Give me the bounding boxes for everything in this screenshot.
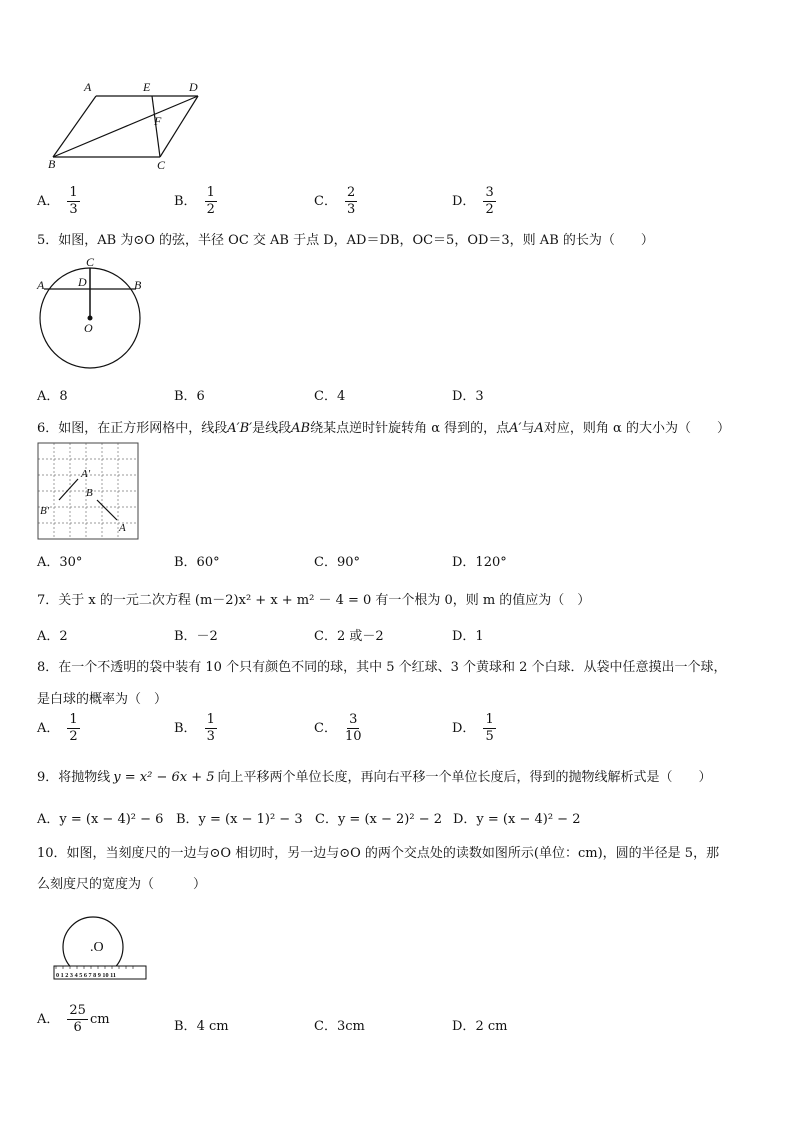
q6-option-a: A．30°	[37, 555, 83, 570]
label-A: A	[119, 522, 126, 534]
q6-text-part: 对应，则角 α 的大小为（ ）	[543, 421, 730, 436]
option-letter: A．	[37, 194, 60, 209]
numerator: 2	[346, 185, 356, 200]
fraction	[345, 186, 357, 217]
option-letter: B．	[174, 194, 197, 209]
option-letter: C．	[314, 194, 337, 209]
q6-option-d: D．120°	[452, 555, 507, 570]
numerator: 1	[206, 712, 215, 727]
numerator: 1	[69, 185, 78, 200]
q5-option-a: A．8	[37, 389, 68, 404]
label-B: B	[48, 157, 56, 171]
option-letter: A．	[37, 721, 60, 736]
q7-option-d: D．1	[452, 629, 484, 644]
label-B: B	[134, 278, 142, 292]
circle-ruler-figure	[50, 915, 150, 983]
denominator: 3	[346, 202, 356, 217]
q10-option-a	[37, 1004, 110, 1035]
denominator: 2	[69, 729, 78, 744]
q9-option-d: D．y = (x − 4)² − 2	[453, 812, 581, 827]
q6-math-segment: AB	[291, 421, 311, 436]
q5-text: 5．如图，AB 为⊙O 的弦，半径 OC 交 AB 于点 D，AD＝DB，OC＝5，OD＝3，则 AB 的长为（ ）	[37, 233, 654, 248]
denominator: 5	[485, 729, 494, 744]
q6-text-part: 是线段	[252, 421, 292, 436]
q5-option-c: C．4	[314, 389, 346, 404]
label-O: .O	[90, 940, 104, 955]
option-letter: D．	[452, 194, 476, 209]
denominator: 10	[344, 729, 362, 744]
q8-text-line1: 8．在一个不透明的袋中装有 10 个只有颜色不同的球，其中 5 个红球、3 个黄球和 2 个白球．从袋中任意摸出一个球，	[37, 660, 727, 675]
label-A: A	[37, 278, 45, 292]
q10-text-line2: 么刻度尺的宽度为（ ）	[37, 877, 207, 892]
option-letter: D．	[452, 1019, 476, 1034]
option-letter: C．	[314, 1019, 337, 1034]
label-A: A	[84, 80, 92, 94]
q6-math-segment: A′	[509, 421, 522, 436]
q6-option-b: B．60°	[174, 555, 220, 570]
numerator: 1	[485, 712, 494, 727]
q7-equation: (m－2)x² + x + m² － 4 = 0	[194, 593, 372, 608]
fraction	[483, 186, 495, 217]
fraction	[345, 713, 362, 744]
q6-text-part: 绕某点逆时针旋转角 α 得到的，点	[310, 421, 510, 436]
q7-text	[37, 589, 590, 608]
option-letter: C．	[314, 721, 337, 736]
ruler-readings: 0 1 2 3 4 5 6 7 8 9 10 11	[56, 972, 116, 979]
q5-option-b: B．6	[174, 389, 205, 404]
q8-option-a	[37, 713, 80, 744]
fraction	[205, 186, 217, 217]
option-letter: B．	[174, 721, 197, 736]
parallelogram-figure	[40, 78, 215, 173]
circle-chord-figure	[34, 252, 150, 372]
q4-option-a	[37, 186, 80, 217]
q9-text	[37, 766, 712, 785]
q8-option-c	[314, 713, 362, 744]
label-D: D	[189, 80, 198, 94]
q9-option-b: B．y = (x − 1)² − 3	[176, 812, 303, 827]
option-text: 2 cm	[475, 1019, 508, 1034]
q10-option-b	[174, 1015, 229, 1034]
q7-text-part: 7．关于 x 的一元二次方程	[37, 593, 191, 608]
label-O: O	[84, 321, 93, 335]
q6-math-segment: A′B′	[227, 421, 253, 436]
q9-option-a: A．y = (x − 4)² − 6	[37, 812, 164, 827]
option-text: 4 cm	[196, 1019, 229, 1034]
label-B: B	[86, 487, 93, 499]
q8-text-line2: 是白球的概率为（ ）	[37, 692, 168, 707]
denominator: 2	[206, 202, 215, 217]
numerator: 3	[349, 712, 358, 727]
option-letter: B．	[174, 1019, 197, 1034]
denominator: 3	[69, 202, 78, 217]
q5-option-d: D．3	[452, 389, 484, 404]
denominator: 3	[206, 729, 215, 744]
label-B-prime: B′	[40, 505, 50, 517]
square-grid-figure	[37, 442, 139, 540]
fraction	[205, 713, 217, 744]
fraction	[67, 186, 79, 217]
label-A-prime: A′	[81, 468, 91, 480]
q4-option-c	[314, 186, 357, 217]
option-letter: A．	[37, 1012, 60, 1027]
label-C: C	[157, 158, 166, 172]
q9-equation: y = x² − 6x + 5	[113, 770, 215, 785]
q10-text-line1: 10．如图，当刻度尺的一边与⊙O 相切时，另一边与⊙O 的两个交点处的读数如图所示(单位：cm)，圆的半径是 5，那	[37, 846, 720, 861]
label-F: F	[154, 114, 162, 128]
q7-option-b: B．－2	[174, 629, 218, 644]
q7-option-a: A．2	[37, 629, 68, 644]
q4-option-d	[452, 186, 496, 217]
q4-option-b	[174, 186, 217, 217]
unit: cm	[89, 1012, 110, 1027]
fraction	[67, 1004, 88, 1035]
numerator: 3	[485, 185, 494, 200]
q6-option-c: C．90°	[314, 555, 360, 570]
denominator: 2	[485, 202, 494, 217]
q8-option-d	[452, 713, 496, 744]
numerator: 1	[206, 185, 215, 200]
fraction	[67, 713, 79, 744]
q8-option-b	[174, 713, 217, 744]
fraction	[483, 713, 495, 744]
numerator: 1	[69, 712, 78, 727]
label-D: D	[78, 275, 87, 289]
q6-text-part: 6．如图，在正方形网格中，线段	[37, 421, 228, 436]
q10-option-c	[314, 1015, 365, 1034]
q7-text-part: 有一个根为 0，则 m 的值应为（ ）	[375, 593, 591, 608]
q6-math-segment: A	[534, 421, 544, 436]
denominator: 6	[73, 1020, 82, 1035]
label-E: E	[143, 80, 151, 94]
label-C: C	[86, 255, 95, 269]
q9-text-part: 9．将抛物线	[37, 770, 111, 785]
q10-option-d	[452, 1015, 507, 1034]
option-letter: D．	[452, 721, 476, 736]
q9-text-part: 向上平移两个单位长度，再向右平移一个单位长度后，得到的抛物线解析式是（ ）	[217, 770, 712, 785]
q6-text-part: 与	[521, 421, 535, 436]
option-text: 3cm	[336, 1019, 365, 1034]
q7-option-c: C．2 或－2	[314, 629, 384, 644]
q9-option-c: C．y = (x − 2)² − 2	[315, 812, 442, 827]
numerator: 25	[69, 1003, 86, 1018]
q6-text	[37, 417, 730, 436]
